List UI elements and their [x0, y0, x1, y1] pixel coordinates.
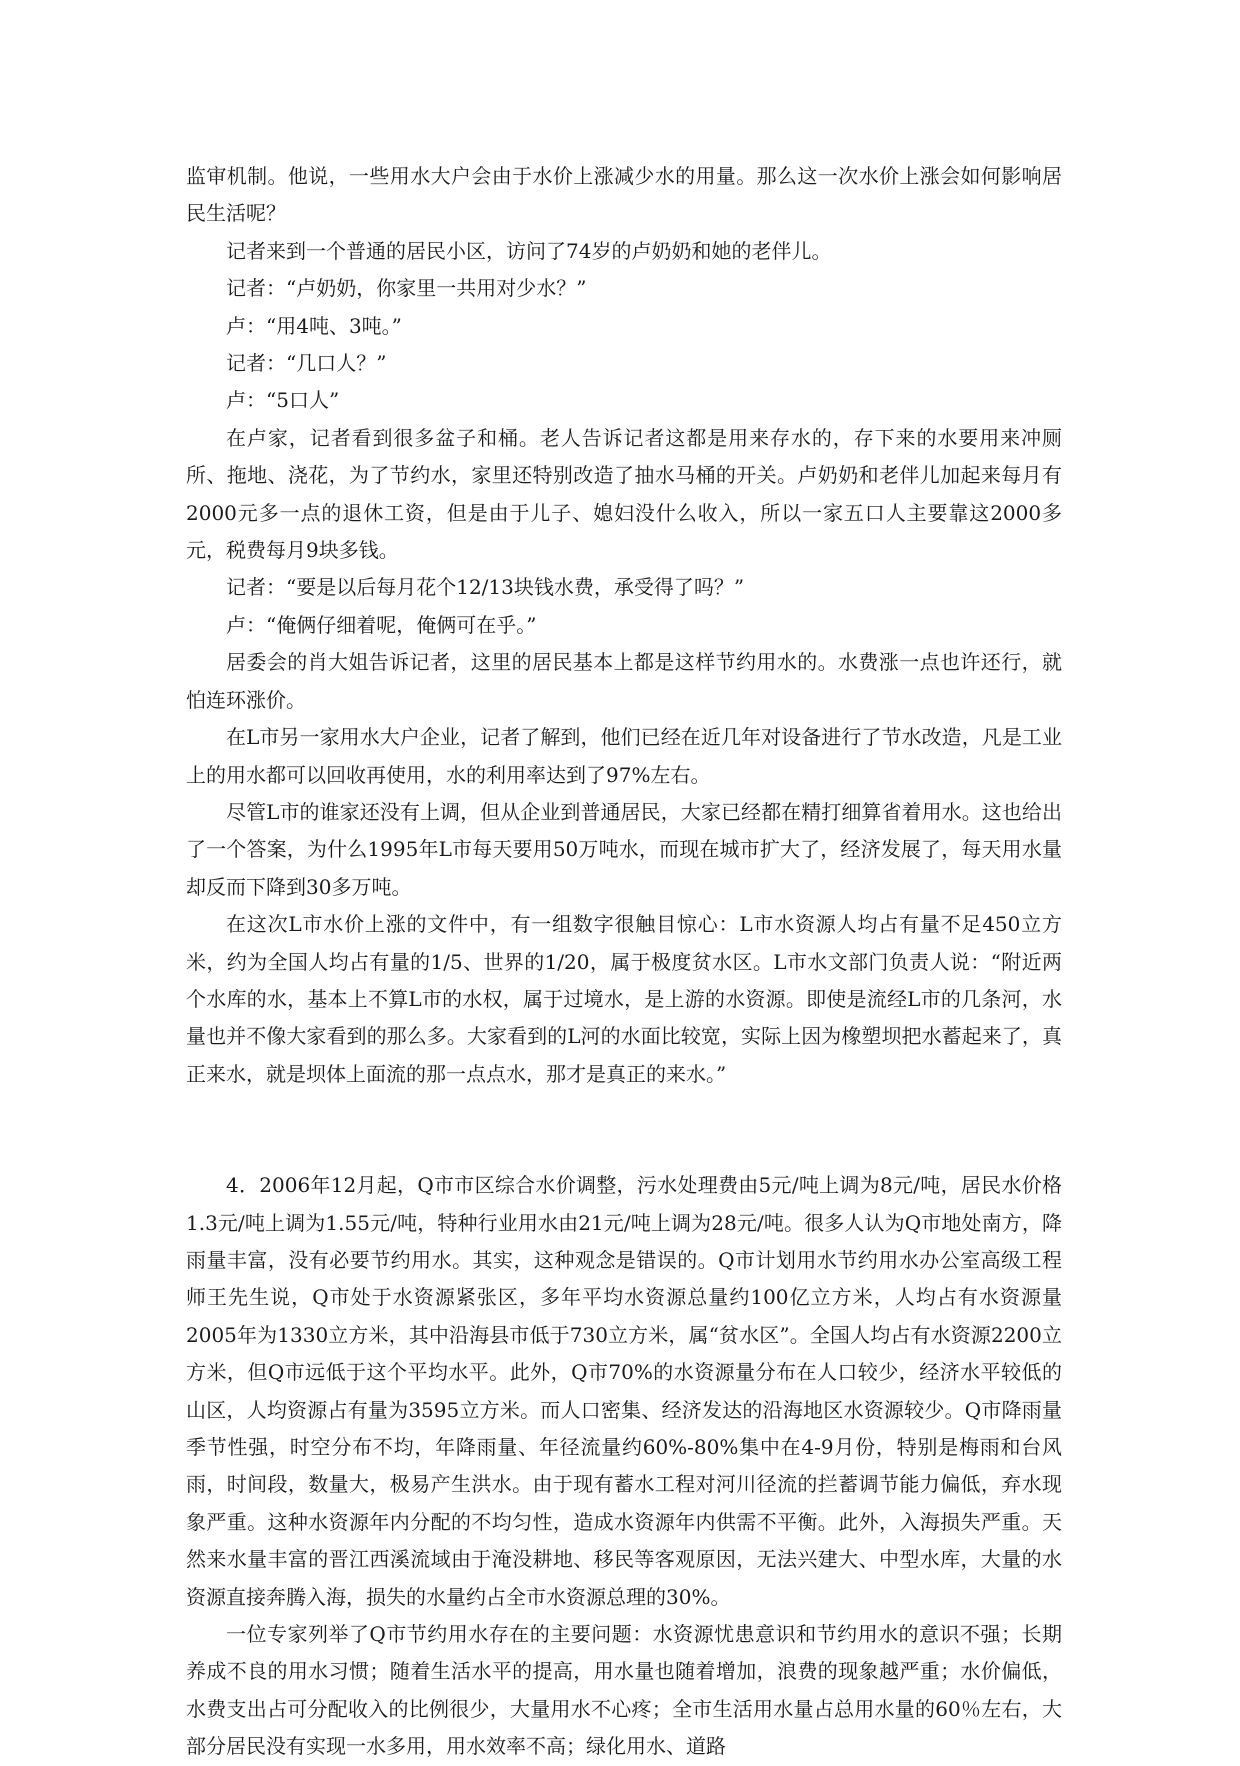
- paragraph-lu-family: 在卢家，记者看到很多盆子和桶。老人告诉记者这都是用来存水的，存下来的水要用来冲厕所、拖地、浇花，为了节约水，家里还特别改造了抽水马桶的开关。卢奶奶和老伴儿加起来每月有2000元多一点的退休工资，但是由于儿子、媳妇没什么收入，所以一家五口人主要靠这2000多元，税费每月9块多钱。: [186, 425, 1062, 563]
- paragraph-neighborhood: 居委会的肖大姐告诉记者，这里的居民基本上都是这样节约用水的。水费涨一点也许还行，就怕连环涨价。: [186, 650, 1062, 712]
- document-page: [186, 158, 1062, 1766]
- dialogue-line: 卢：“5口人”: [226, 388, 340, 413]
- paragraph-item-4: 4．2006年12月起，Q市市区综合水价调整，污水处理费由5元/吨上调为8元/吨，居民水价格1.3元/吨上调为1.55元/吨，特种行业用水由21元/吨上调为28元/吨。很多人认为Q市地处南方，降雨量丰富，没有必要节约用水。其实，这种观念是错误的。Q市计划用水节约用水办公室高级工程师王先生说，Q市处于水资源紧张区，多年平均水资源总量约100亿立方米，人均占有水资源量2005年为1330立方米，其中沿海县市低于730立方米，属“贫水区”。全国人均占有水资源2200立方米，但Q市远低于这个平均水平。此外，Q市70%的水资源量分布在人口较少，经济水平较低的山区，人均资源占有量为3595立方米。而人口密集、经济发达的沿海地区水资源较少。Q市降雨量季节性强，时空分布不均，年降雨量、年径流量约60%-80%集中在4-9月份，特别是梅雨和台风雨，时间段，数量大，极易产生洪水。由于现有蓄水工程对河川径流的拦蓄调节能力偏低，弃水现象严重。这种水资源年内分配的不均匀性，造成水资源年内供需不平衡。此外，入海损失严重。天然来水量丰富的晋江西溪流域由于淹没耕地、移民等客观原因，无法兴建大、中型水库，大量的水资源直接奔腾入海，损失的水量约占全市水资源总理的30%。: [186, 1173, 1062, 1609]
- paragraph-water-usage: 尽管L市的谁家还没有上调，但从企业到普通居民，大家已经都在精打细算省着用水。这也给出了一个答案，为什么1995年L市每天要用50万吨水，而现在城市扩大了，经济发展了，每天用水量却反而下降到30多万吨。: [186, 799, 1062, 899]
- dialogue-line: 卢：“俺俩仔细着呢，俺俩可在乎。”: [226, 612, 537, 637]
- dialogue-line: 记者：“要是以后每月花个12/13块钱水费，承受得了吗？”: [226, 575, 745, 600]
- section-spacer: [186, 1093, 1062, 1167]
- dialogue-line: 记者：“几口人？”: [226, 351, 387, 376]
- paragraph-reporter-visit: 记者来到一个普通的居民小区，访问了74岁的卢奶奶和她的老伴儿。: [226, 238, 832, 263]
- dialogue-line: 记者：“卢奶奶，你家里一共用对少水？”: [226, 276, 587, 301]
- paragraph-water-resources: 在这次L市水价上涨的文件中，有一组数字很触目惊心：L市水资源人均占有量不足450立方米，约为全国人均占有量的1/5、世界的1/20，属于极度贫水区。L市水文部门负责人说：“附近两个水库的水，基本上不算L市的水权，属于过境水，是上游的水资源。即使是流经L市的几条河，水量也并不像大家看到的那么多。大家看到的L河的水面比较宽，实际上因为橡塑坝把水蓄起来了，真正来水，就是坝体上面流的那一点点水，那才是真正的来水。”: [186, 912, 1062, 1086]
- dialogue-line: 卢：“用4吨、3吨。”: [226, 313, 402, 338]
- paragraph-enterprise: 在L市另一家用水大户企业，记者了解到，他们已经在近几年对设备进行了节水改造，凡是工业上的用水都可以回收再使用，水的利用率达到了97%左右。: [186, 725, 1062, 787]
- paragraph-expert-problems: 一位专家列举了Q市节约用水存在的主要问题：水资源忧患意识和节约用水的意识不强；长期养成不良的用水习惯；随着生活水平的提高，用水量也随着增加，浪费的现象越严重；水价偏低，水费支出占可分配收入的比例很少，大量用水不心疼；全市生活用水量占总用水量的60％左右，大部分居民没有实现一水多用，用水效率不高；绿化用水、道路: [186, 1622, 1062, 1759]
- paragraph-continued: 监审机制。他说，一些用水大户会由于水价上涨减少水的用量。那么这一次水价上涨会如何影响居民生活呢？: [186, 164, 1062, 226]
